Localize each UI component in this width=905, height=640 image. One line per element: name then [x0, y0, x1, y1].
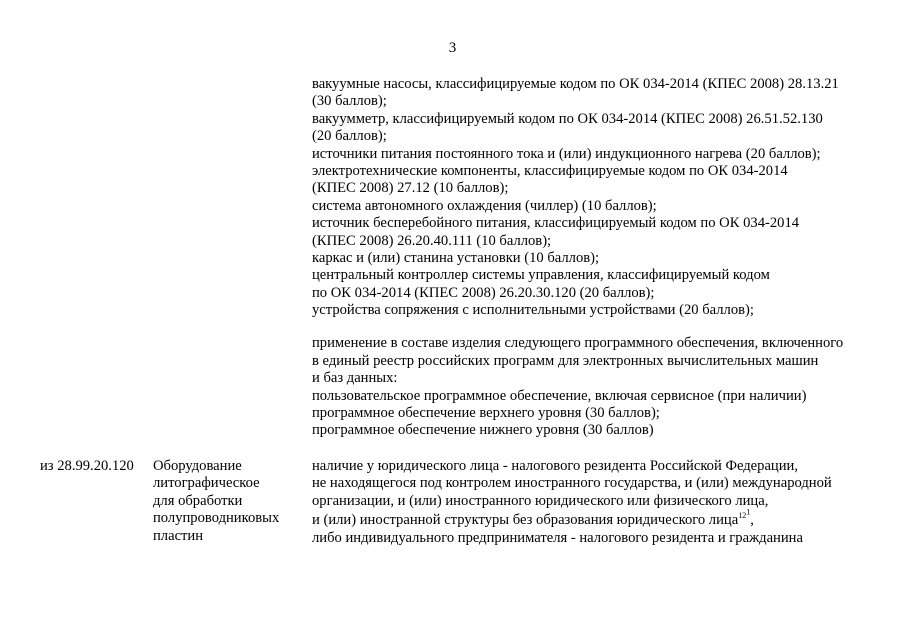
paragraph-gap: [312, 319, 892, 335]
text-line: (30 баллов);: [312, 93, 387, 110]
product-name-line: литографическое: [153, 475, 260, 492]
text-line: (КПЕС 2008) 27.12 (10 баллов);: [312, 180, 509, 197]
requirement-line: наличие у юридического лица - налогового резидента Российской Федерации,: [312, 458, 799, 474]
page-number-text: 3: [448, 40, 457, 56]
requirement-line: либо индивидуального предпринимателя - налогового резидента и гражданина: [312, 530, 803, 547]
text-line: программное обеспечение верхнего уровня (30 баллов);: [312, 405, 660, 422]
product-code: из 28.99.20.120: [40, 458, 134, 474]
text-line: применение в составе изделия следующего программного обеспечения, включенного: [312, 335, 844, 352]
product-name-line: для обработки: [153, 492, 243, 509]
text-line: пользовательское программное обеспечение, включая сервисное (при наличии): [312, 387, 807, 404]
footnote-sub-marker: 1: [746, 507, 751, 517]
text-line: каркас и (или) станина установки (10 баллов);: [312, 249, 600, 266]
product-name-cell: [153, 458, 303, 545]
requirements-cell: [312, 458, 892, 548]
text-line: (20 баллов);: [312, 128, 387, 145]
product-name-line: Оборудование: [153, 458, 242, 474]
text-line: вакуумметр, классифицируемый кодом по ОК 034-2014 (КПЕС 2008) 26.51.52.130: [312, 110, 823, 127]
text-line: электротехнические компоненты, классифицируемые кодом по ОК 034-2014: [312, 162, 788, 179]
footnote-number: 12: [738, 511, 747, 521]
requirement-line-with-footnote: [312, 507, 892, 530]
text-line: и баз данных:: [312, 370, 398, 387]
requirement-line: не находящегося под контролем иностранного государства, и (или) международной: [312, 475, 832, 492]
text-line: система автономного охлаждения (чиллер) (10 баллов);: [312, 197, 657, 214]
requirement-line-text: и (или) иностранной структуры без образования юридического лица: [312, 512, 739, 529]
page-number: [0, 40, 905, 57]
requirements-continuation: [312, 76, 892, 440]
requirement-line-tail: ,: [750, 512, 754, 529]
text-line: по ОК 034-2014 (КПЕС 2008) 26.20.30.120 (20 баллов);: [312, 284, 655, 301]
text-line: (КПЕС 2008) 26.20.40.111 (10 баллов);: [312, 232, 552, 249]
text-line: программное обеспечение нижнего уровня (30 баллов): [312, 422, 654, 439]
text-line: центральный контроллер системы управления, классифицируемый кодом: [312, 267, 770, 284]
product-name-line: пластин: [153, 527, 204, 544]
text-line: источники питания постоянного тока и (или) индукционного нагрева (20 баллов);: [312, 145, 821, 162]
text-line: источник бесперебойного питания, классифицируемый кодом по ОК 034-2014: [312, 215, 800, 232]
footnote-marker[interactable]: [738, 507, 751, 521]
text-line: в единый реестр российских программ для электронных вычислительных машин: [312, 352, 819, 369]
product-name-line: полупроводниковых: [153, 510, 280, 527]
product-code-cell: [40, 458, 140, 475]
requirement-line: организации, и (или) иностранного юридического или физического лица,: [312, 492, 769, 509]
text-line: устройства сопряжения с исполнительными устройствами (20 баллов);: [312, 302, 754, 319]
text-line: вакуумные насосы, классифицируемые кодом по ОК 034-2014 (КПЕС 2008) 28.13.21: [312, 76, 839, 92]
